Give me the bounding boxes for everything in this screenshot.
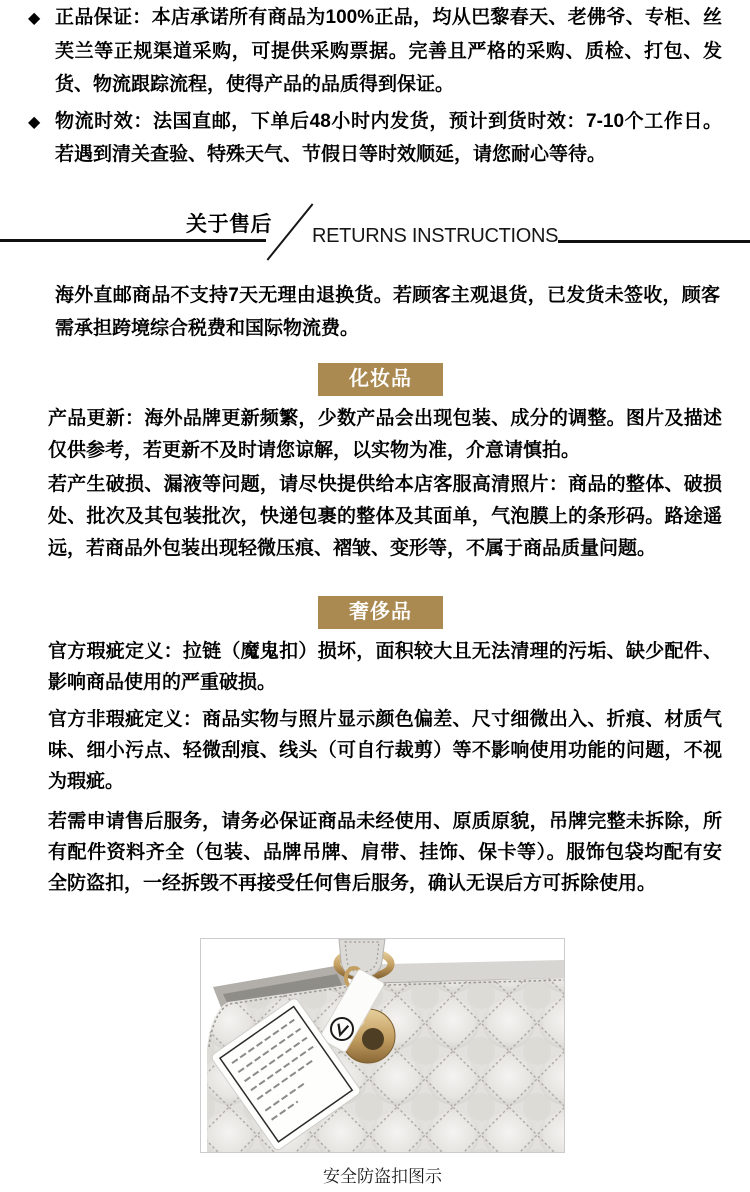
header-rule-left [0,239,266,242]
figure-caption: 安全防盗扣图示 [323,1166,442,1186]
header-rule-right [558,240,750,243]
luxury-paragraph: 官方非瑕疵定义：商品实物与照片显示颜色偏差、尺寸细微出入、折痕、材质气味、细小污点、轻微刮痕、线头（可自行裁剪）等不影响使用功能的问题，不视为瑕疵。 [48,708,722,792]
notice-authenticity-text: 正品保证：本店承诺所有商品为100%正品，均从巴黎春天、老佛爷、专柜、丝芙兰等正规渠道采购，可提供采购票据。完善且严格的采购、质检、打包、发货、物流跟踪流程，使得产品的品质得到保证。 [55,7,722,95]
cosmetics-paragraph: 若产生破损、漏液等问题，请尽快提供给本店客服高清照片：商品的整体、破损处、批次及其包装批次，快递包裹的整体及其面单，气泡膜上的条形码。路途遥远，若商品外包装出现轻微压痕、褶皱、变形等，不属于商品质量问题。 [48,473,722,560]
security-tag-photo [200,938,565,1153]
security-tag-illustration [201,939,564,1152]
notice-shipping-time [0,105,750,172]
luxury-paragraph: 若需申请售后服务，请务必保证商品未经使用、原质原貌，吊牌完整未拆除，所有配件资料齐全（包装、品牌吊牌、肩带、挂饰、保卡等）。服饰包袋均配有安全防盗扣，一经拆毁不再接受任何售后服务，确认无误后方可拆除使用。 [48,810,722,894]
section-title-zh: 关于售后 [186,212,272,236]
header-slash-divider [267,203,314,260]
notice-list [0,0,750,172]
returns-policy-intro: 海外直邮商品不支持7天无理由退换货。若顾客主观退货，已发货未签收，顾客需承担跨境综合税费和国际物流费。 [55,284,720,339]
luxury-paragraph: 官方瑕疵定义：拉链（魔鬼扣）损坏，面积较大且无法清理的污垢、缺少配件、影响商品使用的严重破损。 [48,640,722,693]
cosmetics-badge: 化妆品 [318,363,443,396]
notice-authenticity [0,1,750,102]
luxury-badge: 奢侈品 [318,596,443,629]
returns-section-header [0,172,750,279]
diamond-bullet-icon: ◆ [28,113,41,131]
v-logo-icon [331,1018,353,1040]
cosmetics-paragraph: 产品更新：海外品牌更新频繁，少数产品会出现包装、成分的调整。图片及描述仅供参考，若更新不及时请您谅解，以实物为准，介意请慎拍。 [48,407,722,461]
notice-shipping-time-text: 物流时效：法国直邮，下单后48小时内发货，预计到货时效：7-10个工作日。若遇到清关查验、特殊天气、节假日等时效顺延，请您耐心等待。 [55,110,722,165]
section-title-en: RETURNS INSTRUCTIONS [312,224,559,247]
diamond-bullet-icon: ◆ [28,10,41,27]
